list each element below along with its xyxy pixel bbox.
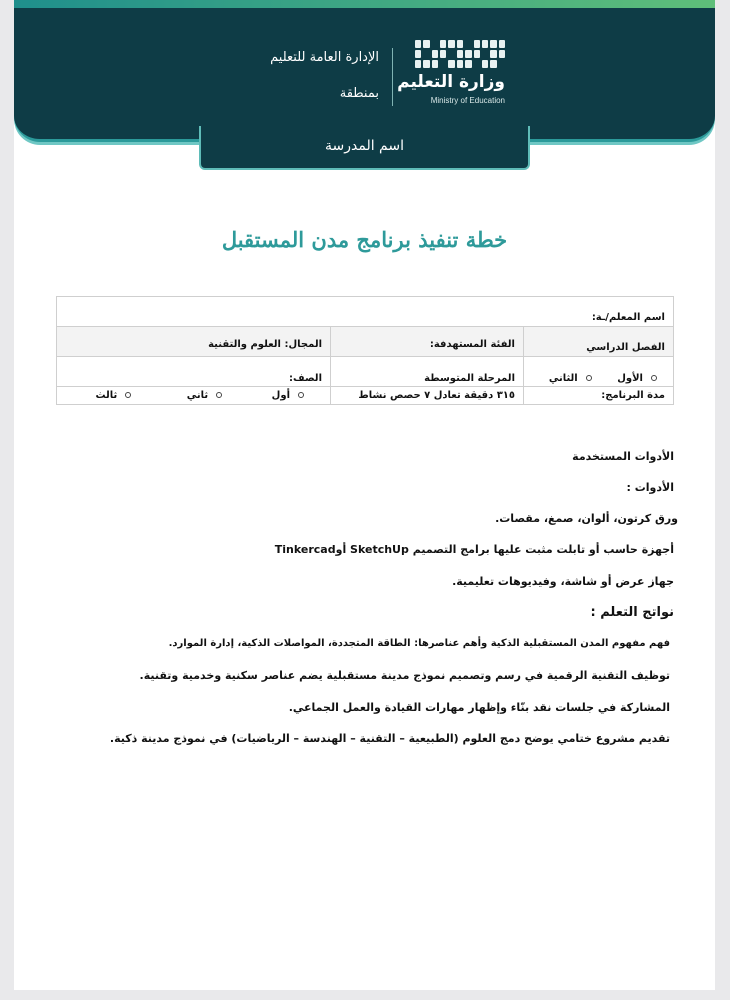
logo-english-text: Ministry of Education: [430, 96, 505, 105]
grade-label: الصف:: [57, 357, 331, 387]
info-table: [56, 296, 674, 405]
table-row: [57, 357, 674, 387]
duration-label: مدة البرنامج:: [524, 387, 674, 405]
grade-options: [57, 387, 331, 405]
semester-second-label: الثاني: [548, 373, 578, 384]
page-title: خطة تنفيذ برنامج مدن المستقبل: [221, 227, 508, 252]
school-name-box: اسم المدرسة: [199, 126, 530, 170]
header-banner: [14, 0, 715, 142]
semester-label: الفصل الدراسي: [524, 327, 674, 357]
grade-second-radio[interactable]: [216, 392, 222, 398]
document-page: [14, 0, 715, 990]
grade-second-label: ثاني: [186, 390, 209, 401]
semester-first-label: الأول: [617, 373, 643, 384]
grade-first-label: أول: [271, 390, 290, 401]
domain-label: المجال: العلوم والتقنية: [57, 327, 331, 357]
semester-options: [524, 357, 674, 387]
target-value: المرحلة المتوسطة: [331, 357, 524, 387]
outcome-item-3: المشاركة في جلسات نقد بنّاء وإظهار مهارات القيادة والعمل الجماعي.: [288, 701, 670, 714]
admin-title-line2: بمنطقة: [339, 86, 379, 101]
grade-first-radio[interactable]: [298, 392, 304, 398]
tool-item-2: أجهزة حاسب أو تابلت مثبت عليها برامج التصميم SketchUp أوTinkercad: [274, 543, 674, 556]
outcome-item-1: فهم مفهوم المدن المستقبلية الذكية وأهم عناصرها: الطاقة المتجددة، المواصلات الذكية، إدارة الموارد.: [168, 638, 670, 649]
semester-first-radio[interactable]: [651, 375, 657, 381]
ministry-logo: [397, 40, 505, 110]
table-row: [57, 297, 674, 327]
outcome-item-4: تقديم مشروع ختامي يوضح دمج العلوم (الطبيعية – التقنية – الهندسة – الرياضيات) في نموذج مدينة ذكية.: [109, 732, 670, 745]
logo-dots-icon: [415, 40, 505, 68]
duration-value: ٣١٥ دقيقة تعادل ٧ حصص نشاط: [331, 387, 524, 405]
tool-item-1: ورق كرتون، ألوان، صمغ، مقصات.: [495, 512, 678, 525]
admin-title-line1: الإدارة العامة للتعليم: [270, 50, 379, 65]
tools-heading: الأدوات المستخدمة: [572, 450, 674, 463]
grade-third-label: ثالث: [95, 390, 118, 401]
table-row: [57, 327, 674, 357]
tools-subheading: الأدوات :: [626, 481, 674, 494]
semester-second-radio[interactable]: [586, 375, 592, 381]
target-label: الفئة المستهدفة:: [331, 327, 524, 357]
teacher-label: اسم المعلم/ـة:: [57, 297, 674, 327]
table-row: [57, 387, 674, 405]
logo-arabic-text: وزارة التعليم: [397, 72, 505, 92]
tool-item-3: جهاز عرض أو شاشة، وفيديوهات تعليمية.: [452, 575, 674, 588]
outcomes-heading: نواتج التعلم :: [590, 605, 674, 620]
top-stripe: [14, 0, 715, 8]
outcome-item-2: توظيف التقنية الرقمية في رسم وتصميم نموذج مدينة مستقبلية يضم عناصر سكنية وخدمية وتقنية.: [139, 669, 670, 682]
grade-third-radio[interactable]: [125, 392, 131, 398]
